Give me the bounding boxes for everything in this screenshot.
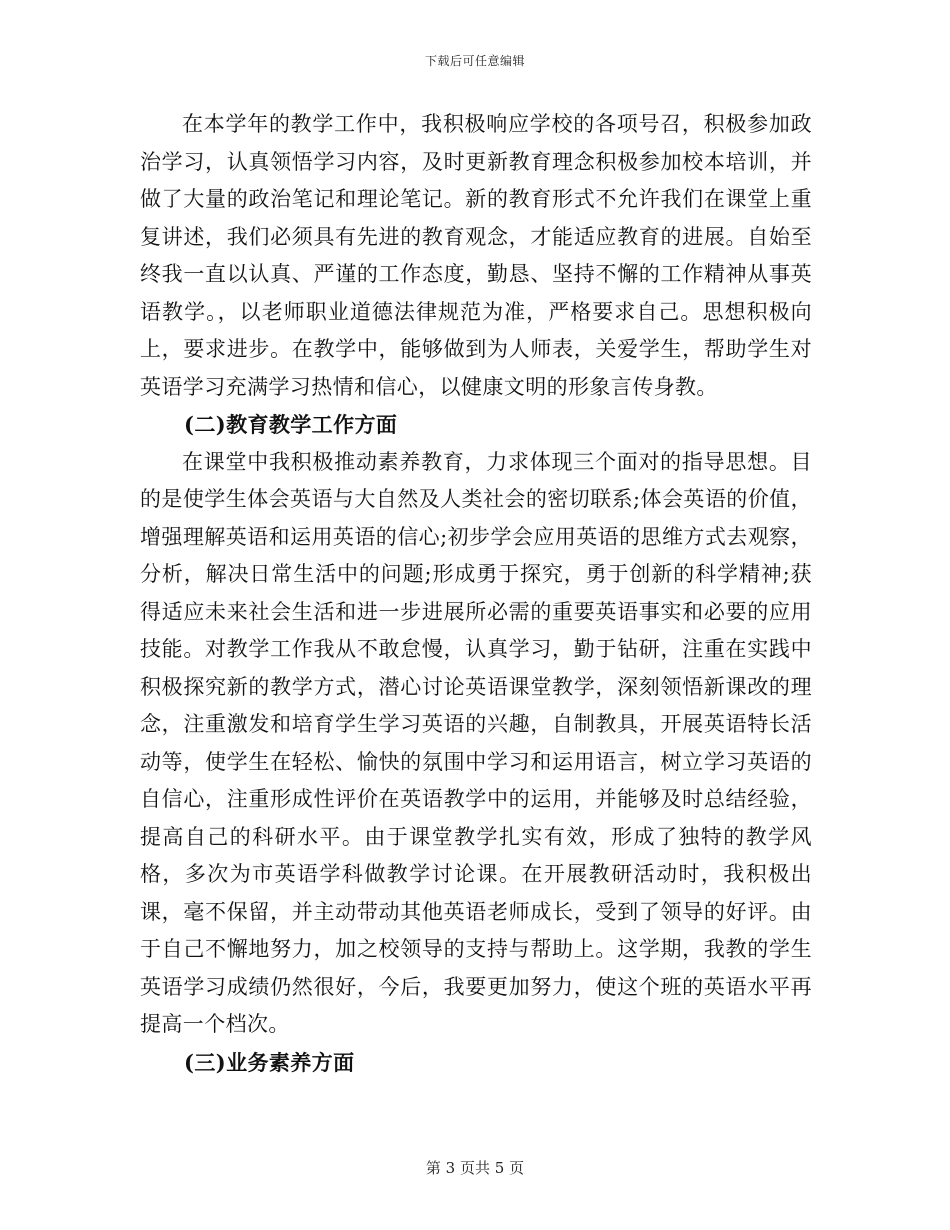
header-note: 下载后可任意编辑 [424,54,525,68]
page-number: 第 3 页共 5 页 [425,1159,525,1177]
page-header [0,52,950,69]
section-heading-teaching: (二)教育教学工作方面 [184,412,398,437]
section-heading-professional: (三)业务素养方面 [184,1049,355,1075]
document-body [140,106,812,1081]
paragraph-politics-study: 在本学年的教学工作中，我积极响应学校的各项号召，积极参加政治学习，认真领悟学习内容，及时更新教育理念积极参加校本培训，并做了大量的政治笔记和理论笔记。新的教育形式不允许我们在课堂上重复讲述，我们必须具有先进的教育观念，才能适应教育的进展。自始至终我一直以认真、严谨的工作态度，勤恳、坚持不懈的工作精神从事英语教学。，以老师职业道德法律规范为准，严格要求自己。思想积极向上，要求进步。在教学中，能够做到为人师表，关爱学生，帮助学生对英语学习充满学习热情和信心，以健康文明的形象言传身教。 [140,112,812,399]
paragraph-teaching-work: 在课堂中我积极推动素养教育，力求体现三个面对的指导思想。目的是使学生体会英语与大自然及人类社会的密切联系;体会英语的价值，增强理解英语和运用英语的信心;初步学会应用英语的思维方式去观察，分析，解决日常生活中的问题;形成勇于探究，勇于创新的科学精神;获得适应未来社会生活和进一步进展所必需的重要英语事实和必要的应用技能。对教学工作我从不敢怠慢，认真学习，勤于钻研，注重在实践中积极探究新的教学方式，潜心讨论英语课堂教学，深刻领悟新课改的理念，注重激发和培育学生学习英语的兴趣，自制教具，开展英语特长活动等，使学生在轻松、愉快的氛围中学习和运用语言，树立学习英语的自信心，注重形成性评价在英语教学中的运用，并能够及时总结经验，提高自己的科研水平。由于课堂教学扎实有效，形成了独特的教学风格，多次为市英语学科做教学讨论课。在开展教研活动时，我积极出课，毫不保留，并主动带动其他英语老师成长，受到了领导的好评。由于自己不懈地努力，加之校领导的支持与帮助上。这学期，我教的学生英语学习成绩仍然很好，今后，我要更加努力，使这个班的英语水平再提高一个档次。 [140,449,812,1036]
page-footer [0,1157,950,1178]
